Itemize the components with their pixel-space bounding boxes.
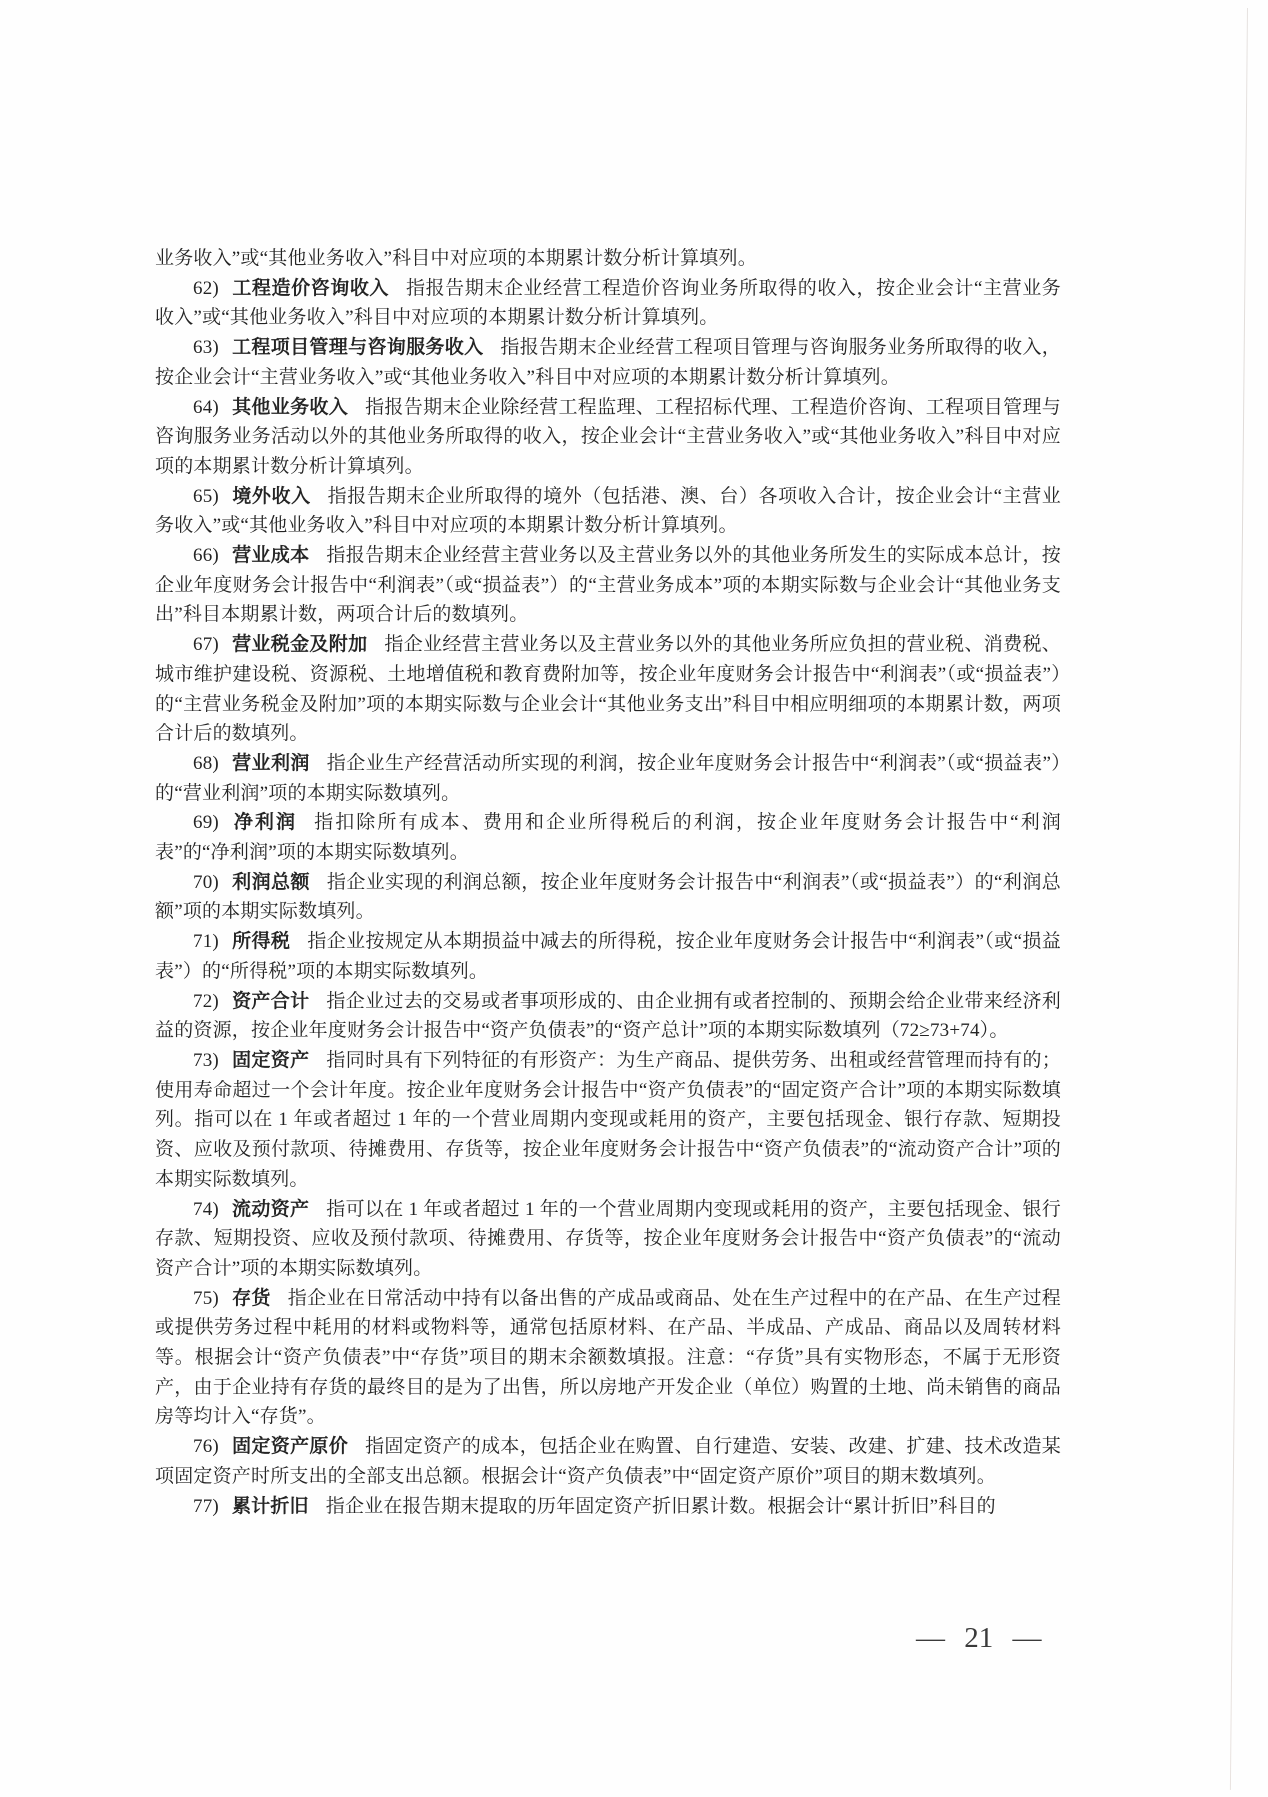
entry-term: 净利润 — [231, 812, 298, 834]
definition-entry-77 — [155, 1492, 1061, 1522]
entry-term: 存货 — [231, 1287, 271, 1309]
entry-definition: 指扣除所有成本、费用和企业所得税后的利润，按企业年度财务会计报告中“利润表”的“净利润”项的本期实际数填列。 — [155, 812, 1061, 864]
entry-term: 固定资产原价 — [231, 1436, 349, 1458]
entry-term: 流动资产 — [231, 1198, 310, 1220]
entry-definition: 指企业在报告期末提取的历年固定资产折旧累计数。根据会计“累计折旧”科目的 — [325, 1495, 996, 1517]
entry-definition: 指企业生产经营活动所实现的利润，按企业年度财务会计报告中“利润表”（或“损益表”）的“营业利润”项的本期实际数填列。 — [155, 752, 1061, 804]
entry-term: 营业税金及附加 — [231, 634, 368, 656]
entry-number: 72) — [193, 990, 219, 1012]
definitions-text-block — [155, 244, 1061, 1521]
definition-entry-70 — [155, 868, 1061, 927]
entry-number: 73) — [193, 1049, 219, 1071]
entry-definition: 指同时具有下列特征的有形资产：为生产商品、提供劳务、出租或经营管理而持有的；使用寿命超过一个会计年度。按企业年度财务会计报告中“资产负债表”的“固定资产合计”项的本期实际数填列。指可以在 1 年或者超过 1 年的一个营业周期内变现或耗用的资产，主要包括现金、银行存款、短期投资、应收及预付款项、待摊费用、存货等，按企业年度财务会计报告中“资产负债表”的“流动资产合计”项的本期实际数填列。 — [155, 1049, 1061, 1190]
entry-definition: 指报告期末企业所取得的境外（包括港、澳、台）各项收入合计，按企业会计“主营业务收入”或“其他业务收入”科目中对应项的本期累计数分析计算填列。 — [155, 485, 1061, 537]
entry-term: 其他业务收入 — [231, 396, 349, 418]
entry-term: 营业成本 — [231, 545, 310, 567]
definition-entry-65 — [155, 482, 1061, 541]
entry-number: 76) — [193, 1436, 219, 1458]
entry-definition: 指企业在日常活动中持有以备出售的产成品或商品、处在生产过程中的在产品、在生产过程或提供劳务过程中耗用的材料或物料等，通常包括原材料、在产品、半成品、产成品、商品以及周转材料等。根据会计“资产负债表”中“存货”项目的期末余额数填报。注意：“存货”具有实物形态，不属于无形资产，由于企业持有存货的最终目的是为了出售，所以房地产开发企业（单位）购置的土地、尚未销售的商品房等均计入“存货”。 — [155, 1287, 1061, 1428]
page-number: — 21 — — [916, 1622, 1042, 1654]
entry-definition: 指企业过去的交易或者事项形成的、由企业拥有或者控制的、预期会给企业带来经济利益的资源，按企业年度财务会计报告中“资产负债表”的“资产总计”项的本期实际数填列（72≥73+74）。 — [155, 990, 1061, 1042]
entry-number: 75) — [193, 1287, 219, 1309]
definition-entry-74 — [155, 1195, 1061, 1284]
entry-definition: 指固定资产的成本，包括企业在购置、自行建造、安装、改建、扩建、技术改造某项固定资产时所支出的全部支出总额。根据会计“资产负债表”中“固定资产原价”项目的期末数填列。 — [155, 1436, 1062, 1487]
definition-entry-71 — [155, 927, 1061, 986]
definition-entry-67 — [155, 630, 1061, 749]
entry-term: 所得税 — [231, 931, 291, 953]
entry-term: 累计折旧 — [231, 1495, 309, 1517]
entry-number: 70) — [193, 871, 219, 893]
definition-entry-63 — [155, 333, 1061, 392]
entry-number: 65) — [193, 485, 219, 507]
definition-entry-66 — [155, 541, 1061, 630]
definition-entry-75 — [155, 1284, 1061, 1433]
entry-number: 68) — [193, 752, 219, 774]
entry-term: 资产合计 — [231, 990, 310, 1012]
definition-entry-68 — [155, 749, 1061, 808]
scan-artifact-line — [1230, 8, 1248, 1790]
definition-entry-73 — [155, 1046, 1061, 1195]
entry-number: 62) — [193, 277, 219, 299]
entry-definition: 指企业实现的利润总额，按企业年度财务会计报告中“利润表”（或“损益表”）的“利润总额”项的本期实际数填列。 — [155, 871, 1061, 923]
entry-term: 工程造价咨询收入 — [231, 277, 390, 299]
continuation-text: 业务收入”或“其他业务收入”科目中对应项的本期累计数分析计算填列。 — [155, 248, 757, 269]
entry-number: 63) — [193, 337, 219, 359]
entry-number: 71) — [193, 931, 219, 953]
entry-definition: 指报告期末企业经营工程造价咨询业务所取得的收入，按企业会计“主营业务收入”或“其他业务收入”科目中对应项的本期累计数分析计算填列。 — [155, 277, 1061, 329]
entry-definition: 指报告期末企业经营工程项目管理与咨询服务业务所取得的收入，按企业会计“主营业务收入”或“其他业务收入”科目中对应项的本期累计数分析计算填列。 — [155, 337, 1061, 388]
entry-number: 69) — [193, 812, 219, 834]
entry-number: 64) — [193, 396, 219, 418]
entry-definition: 指企业按规定从本期损益中减去的所得税，按企业年度财务会计报告中“利润表”（或“损益表”）的“所得税”项的本期实际数填列。 — [155, 931, 1061, 982]
entry-term: 营业利润 — [231, 752, 310, 774]
entry-number: 74) — [193, 1198, 219, 1220]
entry-definition: 指可以在 1 年或者超过 1 年的一个营业周期内变现或耗用的资产，主要包括现金、银行存款、短期投资、应收及预付款项、待摊费用、存货等，按企业年度财务会计报告中“资产负债表”的“流动资产合计”项的本期实际数填列。 — [155, 1198, 1061, 1279]
definition-entry-76 — [155, 1432, 1061, 1491]
entry-term: 境外收入 — [231, 485, 311, 507]
definition-entry-72 — [155, 987, 1061, 1046]
entry-definition: 指报告期末企业经营主营业务以及主营业务以外的其他业务所发生的实际成本总计，按企业年度财务会计报告中“利润表”（或“损益表”）的“主营业务成本”项的本期实际数与企业会计“其他业务支出”科目本期累计数，两项合计后的数填列。 — [155, 545, 1061, 626]
entry-number: 77) — [193, 1495, 219, 1517]
definition-entry-62 — [155, 274, 1061, 333]
entry-term: 固定资产 — [231, 1049, 310, 1071]
definition-entry-64 — [155, 393, 1061, 482]
entry-definition: 指报告期末企业除经营工程监理、工程招标代理、工程造价咨询、工程项目管理与咨询服务业务活动以外的其他业务所取得的收入，按企业会计“主营业务收入”或“其他业务收入”科目中对应项的本期累计数分析计算填列。 — [155, 396, 1062, 477]
paragraph-continuation — [155, 244, 1061, 274]
entry-number: 66) — [193, 545, 219, 567]
entry-definition: 指企业经营主营业务以及主营业务以外的其他业务所应负担的营业税、消费税、城市维护建设税、资源税、土地增值税和教育费附加等，按企业年度财务会计报告中“利润表”（或“损益表”）的“主营业务税金及附加”项的本期实际数与企业会计“其他业务支出”科目中相应明细项的本期累计数，两项合计后的数填列。 — [155, 634, 1061, 745]
entry-term: 工程项目管理与咨询服务收入 — [231, 337, 484, 359]
entry-number: 67) — [193, 634, 219, 656]
definition-entry-69 — [155, 808, 1061, 867]
entry-term: 利润总额 — [231, 871, 310, 893]
